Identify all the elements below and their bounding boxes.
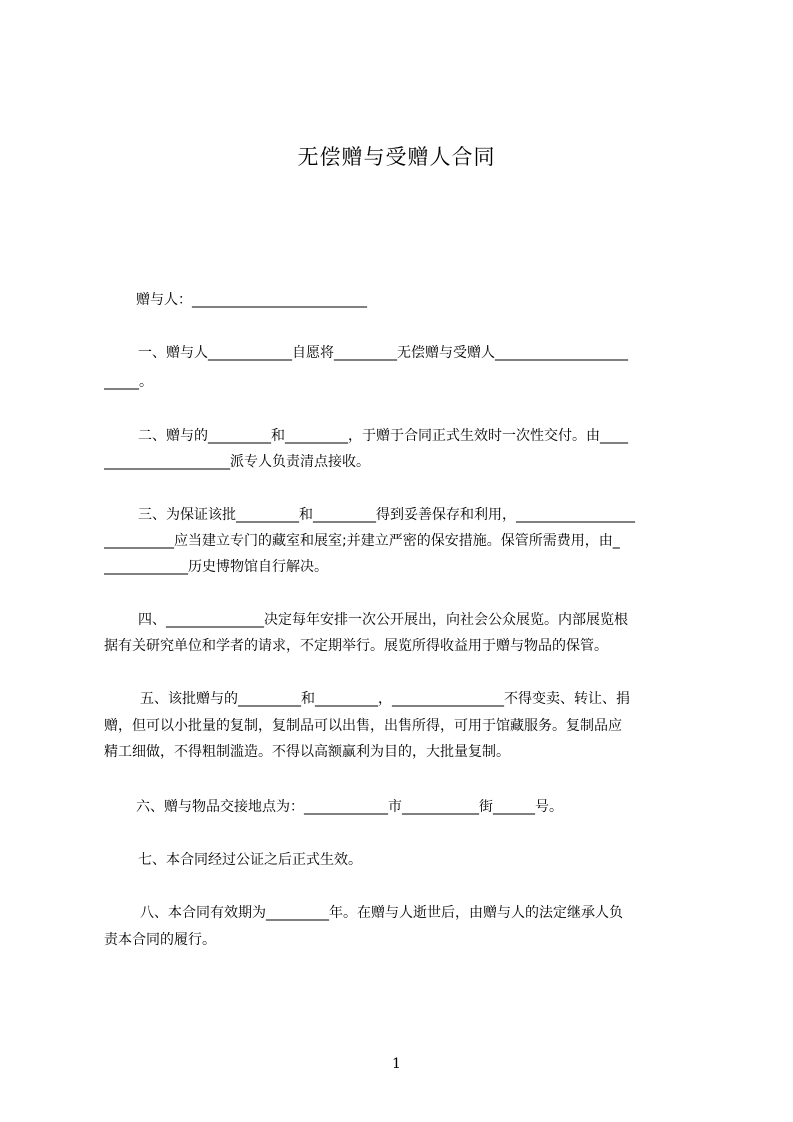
- clause-1-line-2: _____。: [104, 374, 153, 390]
- clause-6-line-1: 六、赠与物品交接地点为：____________市___________街______号。: [136, 799, 563, 815]
- clause-4-line-1: 四、______________决定每年安排一次公开展出，向社会公众展览。内部展览根: [138, 612, 628, 628]
- donor-line: 赠与人：_________________________: [136, 292, 367, 308]
- clause-3-line-1: 三、为保证该批_________和_________得到妥善保存和利用，_________________: [138, 507, 635, 523]
- clause-8-line-2: 责本合同的履行。: [104, 932, 216, 948]
- clause-5-line-2: 赠，但可以小批量的复制，复制品可以出售，出售所得，可用于馆藏服务。复制品应: [104, 718, 622, 734]
- clause-5-line-3: 精工细做，不得粗制滥造。不得以高额赢利为目的，大批量复制。: [104, 744, 510, 760]
- clause-2-line-2: __________________派专人负责清点接收。: [104, 454, 370, 470]
- clause-3-line-2: __________应当建立专门的藏室和展室;并建立严密的保安措施。保管所需费用，由_: [104, 533, 620, 549]
- clause-5-line-1: 五、该批赠与的_________和_________，________________不得变卖、转让、捐: [140, 691, 630, 707]
- clause-1-line-1: 一、赠与人____________自愿将_________无偿赠与受赠人___________________: [138, 345, 628, 361]
- clause-3-line-3: ____________历史博物馆自行解决。: [104, 559, 328, 575]
- page-number: 1: [392, 1056, 401, 1072]
- clause-2-line-1: 二、赠与的_________和_________，于赠于合同正式生效时一次性交付。由____: [138, 428, 628, 444]
- page-title: 无偿赠与受赠人合同: [297, 145, 496, 169]
- clause-8-line-1: 八、本合同有效期为_________年。在赠与人逝世后，由赠与人的法定继承人负: [140, 905, 623, 921]
- clause-7-line-1: 七、本合同经过公证之后正式生效。: [138, 852, 362, 868]
- clause-4-line-2: 据有关研究单位和学者的请求，不定期举行。展览所得收益用于赠与物品的保管。: [104, 638, 608, 654]
